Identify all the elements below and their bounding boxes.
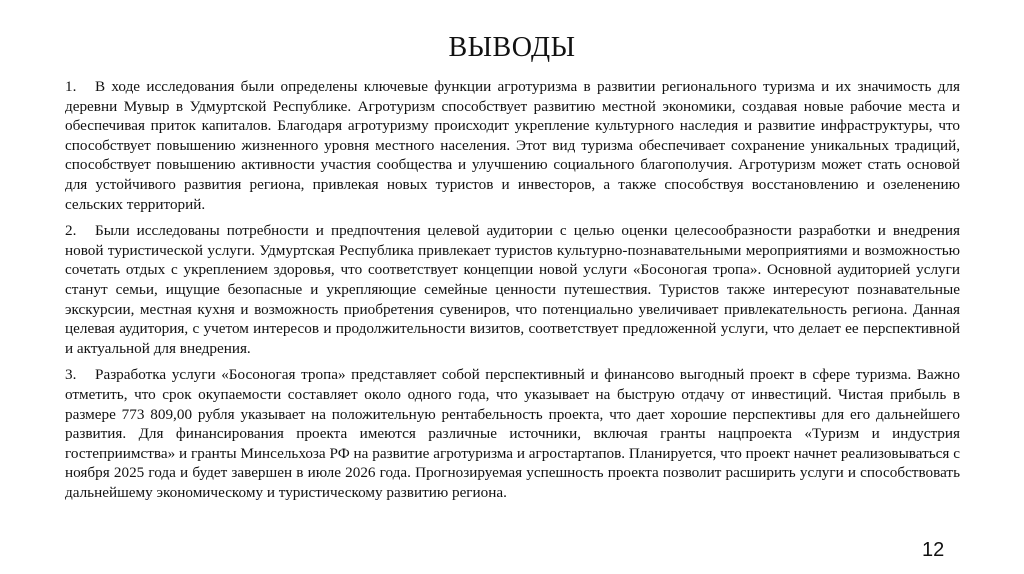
item-number: 3. bbox=[65, 366, 77, 384]
conclusions-list bbox=[65, 77, 960, 509]
item-number: 2. bbox=[65, 222, 77, 240]
item-number: 1. bbox=[65, 78, 77, 95]
item-text: В ходе исследования были определены ключевые функции агротуризма в развитии регионального туризма и их значимость для деревни Мувыр в Удмуртской Республике. Агротуризм способствует развитию местной экономики, создавая новые рабочие места и обеспечивая приток капиталов. Благодаря агротуризму происходит укрепление культурного наследия и развитие инфраструктуры, что способствует повышению жизненного уровня местного населения. Этот вид туризма обеспечивает сохранение уникальных традиций, способствует повышению активности участия сообщества и улучшению социального благополучия. Агротуризм может стать основой для устойчивого развития региона, привлекая новых туристов и инвесторов, а также способствуя восстановлению и озеленению сельских территорий. bbox=[65, 78, 960, 213]
conclusion-item-1 bbox=[65, 77, 960, 214]
conclusion-item-3 bbox=[65, 365, 960, 502]
item-text: Были исследованы потребности и предпочтения целевой аудитории с целью оценки целесообразности разработки и внедрения новой туристической услуги. Удмуртская Республика привлекает туристов культурно-познавательными мероприятиями и возможностью сочетать отдых с укреплением здоровья, что соответствует концепции новой услуги «Босоногая тропа». Основной аудиторией услуги станут семьи, ищущие безопасные и укрепляющие семейные ценности путешествия. Туристов также интересуют познавательные экскурсии, местная кухня и возможность приобретения сувениров, что потенциально увеличивает привлекательность региона. Данная целевая аудитория, с учетом интересов и продолжительности визитов, соответствует предложенной услуги, что делает ее перспективной и актуальной для внедрения. bbox=[65, 222, 960, 357]
slide-title: ВЫВОДЫ bbox=[448, 32, 576, 63]
item-text: Разработка услуги «Босоногая тропа» представляет собой перспективный и финансово выгодный проект в сфере туризма. Важно отметить, что срок окупаемости составляет около одного года, что указывает на быструю отдачу от инвестиций. Чистая прибыль в размере 773 809,00 рубля указывает на положительную рентабельность проекта, что дает хорошие перспективы для его дальнейшего развития. Для финансирования проекта имеются различные источники, включая гранты нацпроекта «Туризм и индустрия гостеприимства» и гранты Минсельхоза РФ на развитие агротуризма и агростартапов. Планируется, что проект начнет реализовываться с ноября 2025 года и будет завершен в июле 2026 года. Прогнозируемая успешность проекта позволит расширить услуги и способствовать дальнейшему экономическому и туристическому развитию региона. bbox=[65, 366, 960, 501]
conclusion-item-2 bbox=[65, 221, 960, 358]
page-number: 12 bbox=[922, 539, 945, 561]
